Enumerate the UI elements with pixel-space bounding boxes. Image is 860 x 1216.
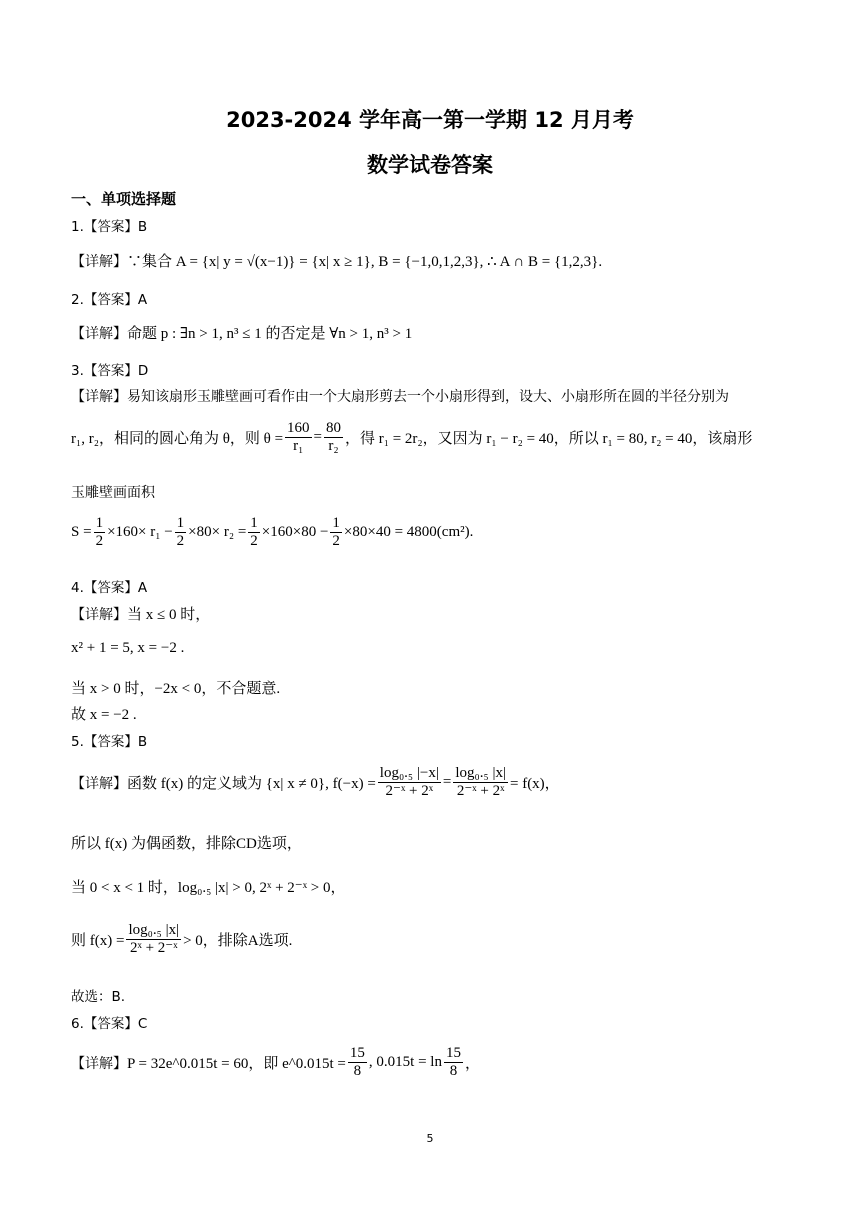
q1-answer: 1.【答案】B bbox=[71, 219, 148, 235]
q3-text2a: r₁, r₂，相同的圆心角为 θ，则 θ = bbox=[71, 431, 284, 448]
q1-detail-text: ∵集合 A = {x| y = √(x−1)} = {x| x ≥ 1}, B = {−1,0,1,2,3}, ∴ A ∩ B = {1,2,3}. bbox=[127, 254, 603, 270]
q1-detail bbox=[71, 250, 602, 271]
q4-detail: 【详解】 当 x ≤ 0 时， bbox=[71, 603, 210, 624]
section-title: 一、单项选择题 bbox=[71, 190, 177, 208]
q2-detail bbox=[71, 322, 412, 343]
detail-label: 【详解】 bbox=[71, 1055, 127, 1072]
detail-label: 【详解】 bbox=[71, 775, 127, 792]
q3-detail bbox=[71, 386, 729, 406]
q3-text3: 玉雕壁画面积 bbox=[71, 485, 155, 501]
q5-text3: 当 0 < x < 1 时，log₀.₅ |x| > 0, 2ˣ + 2⁻ˣ > 0， bbox=[71, 880, 346, 896]
half-fraction: $\frac{1}{2}$ bbox=[176, 515, 185, 550]
half-fraction: $\frac{1}{2}$ bbox=[95, 515, 104, 550]
q4-text3: 当 x > 0 时，−2x < 0，不合题意. bbox=[71, 681, 281, 697]
q5-text5: 故选：B. bbox=[71, 989, 126, 1005]
exam-title: 2023-2024 学年高一第一学期 12 月月考 bbox=[226, 108, 634, 132]
q6-fraction-b: $\frac{15}{8}$ bbox=[445, 1045, 461, 1080]
half-fraction: $\frac{1}{2}$ bbox=[332, 515, 340, 550]
q6-detail: 【详解】 P = 32e^0.015t = 60，即 e^0.015t = $\frac{15}{8}$ , 0.015t = ln $\frac{15}{8}$ ， bbox=[71, 1045, 480, 1080]
q5-fraction-c: $\frac{\text{log₀.₅ |x|}}{\text{2ˣ + 2⁻ˣ}}$ bbox=[128, 922, 180, 957]
q3-equation-line: r₁, r₂，相同的圆心角为 θ，则 θ = $\frac{160}{\text{r₁}}$ = $\frac{80}{\text{r₂}}$ ，得 r₁ = 2r₂，又因为 r₁ − r₂ = 40，所以 r₁ = 80, r₂ = 40，该扇形 bbox=[71, 420, 753, 455]
q4-answer: 4.【答案】A bbox=[71, 580, 148, 596]
q6-fraction-a: $\frac{15}{8}$ bbox=[349, 1045, 365, 1080]
half-fraction: $\frac{1}{2}$ bbox=[250, 515, 258, 550]
q3-answer: 3.【答案】D bbox=[71, 363, 149, 379]
q3-fraction-160: $\frac{160}{\text{r₁}}$ bbox=[287, 420, 310, 455]
q3-detail-text: 易知该扇形玉雕壁画可看作由一个大扇形剪去一个小扇形得到，设大、小扇形所在圆的半径分别为 bbox=[127, 389, 729, 405]
detail-label: 【详解】 bbox=[71, 389, 127, 405]
detail-label: 【详解】 bbox=[71, 606, 127, 623]
q5-fraction-a: $\frac{\text{log₀.₅ |−x|}}{\text{2⁻ˣ + 2ˣ}}$ bbox=[379, 765, 439, 800]
detail-label: 【详解】 bbox=[71, 253, 127, 270]
q5-text2: 所以 f(x) 为偶函数，排除CD选项， bbox=[71, 836, 302, 852]
q5-answer: 5.【答案】B bbox=[71, 734, 148, 750]
q3-fraction-80: $\frac{80}{\text{r₂}}$ bbox=[326, 420, 341, 455]
q2-answer: 2.【答案】A bbox=[71, 292, 148, 308]
q5-detail: 【详解】 函数 f(x) 的定义域为 {x| x ≠ 0}, f(−x) = $\frac{\text{log₀.₅ |−x|}}{\text{2⁻ˣ + 2ˣ}}$ = $\frac{\text{log₀.₅ |x|}}{\text{2⁻ˣ + 2ˣ}}$ = f(x)， bbox=[71, 765, 560, 800]
q2-detail-text: 命题 p : ∃n > 1, n³ ≤ 1 的否定是 ∀n > 1, n³ > 1 bbox=[127, 326, 413, 342]
detail-label: 【详解】 bbox=[71, 325, 127, 342]
page-number: 5 bbox=[426, 1132, 434, 1145]
exam-subtitle: 数学试卷答案 bbox=[367, 153, 493, 177]
q4-text2: x² + 1 = 5, x = −2 . bbox=[71, 640, 185, 656]
q4-text4: 故 x = −2 . bbox=[71, 707, 137, 723]
q3-text2b: ，得 r₁ = 2r₂，又因为 r₁ − r₂ = 40，所以 r₁ = 80, r₂ = 40，该扇形 bbox=[345, 431, 753, 448]
q5-text4: 则 f(x) = $\frac{\text{log₀.₅ |x|}}{\text{2ˣ + 2⁻ˣ}}$ > 0，排除A选项. bbox=[71, 922, 293, 957]
q6-answer: 6.【答案】C bbox=[71, 1016, 148, 1032]
q5-fraction-b: $\frac{\text{log₀.₅ |x|}}{\text{2⁻ˣ + 2ˣ}}$ bbox=[455, 765, 506, 800]
q3-area-formula: S = $\frac{1}{2}$ ×160× r₁ − $\frac{1}{2}$ ×80× r₂ = $\frac{1}{2}$ ×160×80 − $\frac{1}{2}$ ×80×40 = 4800(cm²). bbox=[71, 515, 474, 550]
